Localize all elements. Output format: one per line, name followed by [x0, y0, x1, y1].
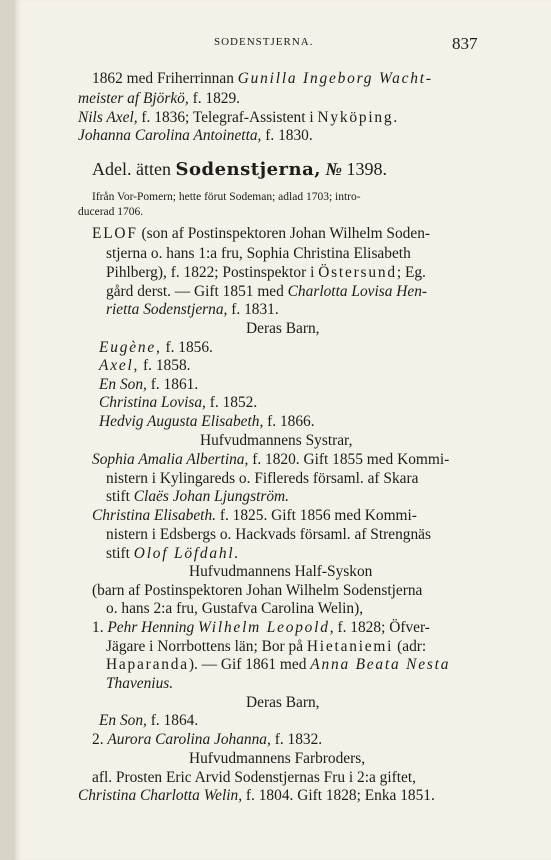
text-line: o. hans 2:a fru, Gustafva Carolina Welin), — [106, 600, 364, 617]
text-line: Sophia Amalia Albertina, f. 1820. Gift 1855 med Kommi- — [92, 451, 450, 468]
text-line: nistern i Kylingareds o. Fiflereds församl. af Skara — [106, 470, 419, 487]
text-line: 2. Aurora Carolina Johanna, f. 1832. — [92, 731, 323, 748]
text-line: Pihlberg), f. 1822; Postinspektor i Östersund; Eg. — [106, 264, 426, 281]
binding-edge — [0, 0, 14, 860]
text-line: Ifrån Vor-Pomern; hette förut Sodeman; adlad 1703; intro- — [92, 191, 361, 203]
text-line: Johanna Carolina Antoinetta, f. 1830. — [78, 127, 313, 144]
text-line: nistern i Edsbergs o. Hackvads församl. af Strengnäs — [106, 526, 431, 543]
text-line: Haparanda). — Gif 1861 med Anna Beata Nesta — [106, 656, 451, 673]
text-line: En Son, f. 1864. — [99, 712, 199, 729]
text-line: Eugène, f. 1856. — [99, 339, 213, 356]
text-line: En Son, f. 1861. — [99, 376, 199, 393]
text-line: Deras Barn, — [246, 694, 320, 711]
text-line: ducerad 1706. — [78, 206, 144, 218]
text-line: Thavenius. — [106, 675, 174, 692]
text-line: stift Claës Johan Ljungström. — [106, 488, 289, 505]
running-header: SODENSTJERNA. — [214, 36, 314, 48]
text-line: afl. Prosten Eric Arvid Sodenstjernas Fru i 2:a giftet, — [92, 769, 416, 786]
text-line: Christina Elisabeth. f. 1825. Gift 1856 med Kommi- — [92, 507, 417, 524]
text-line: rietta Sodenstjerna, f. 1831. — [106, 301, 279, 318]
book-page — [14, 0, 551, 860]
text-line: Nils Axel, f. 1836; Telegraf-Assistent i Nyköping. — [78, 109, 398, 126]
text-line: Hufvudmannens Farbroders, — [189, 750, 366, 767]
text-line: stjerna o. hans 1:a fru, Sophia Christina Elisabeth — [106, 245, 411, 262]
section-heading: Adel. ätten Sodenstjerna, № 1398. — [92, 159, 388, 180]
text-line: (barn af Postinspektoren Johan Wilhelm Sodenstjerna — [92, 582, 423, 599]
text-line: Christina Lovisa, f. 1852. — [99, 394, 258, 411]
text-line: Hufvudmannens Half-Syskon — [189, 563, 373, 580]
text-line: Hufvudmannens Systrar, — [200, 432, 353, 449]
text-line: Christina Charlotta Welin, f. 1804. Gift 1828; Enka 1851. — [78, 787, 435, 804]
text-line: gård derst. — Gift 1851 med Charlotta Lovisa Hen- — [106, 283, 428, 300]
text-line: meister af Björkö, f. 1829. — [78, 90, 241, 107]
text-line: 1. Pehr Henning Wilhelm Leopold, f. 1828; Öfver- — [92, 619, 430, 636]
text-line: Jägare i Norrbottens län; Bor på Hietaniemi (adr: — [106, 638, 427, 655]
page-number: 837 — [452, 34, 478, 53]
text-line: Hedvig Augusta Elisabeth, f. 1866. — [99, 413, 315, 430]
text-line: Deras Barn, — [246, 320, 320, 337]
text-line: stift Olof Löfdahl. — [106, 545, 241, 562]
text-line: ELOF (son af Postinspektoren Johan Wilhelm Soden- — [92, 225, 431, 242]
text-line: Axel, f. 1858. — [99, 357, 191, 374]
text-line: 1862 med Friherrinnan Gunilla Ingeborg Wacht- — [92, 70, 433, 87]
